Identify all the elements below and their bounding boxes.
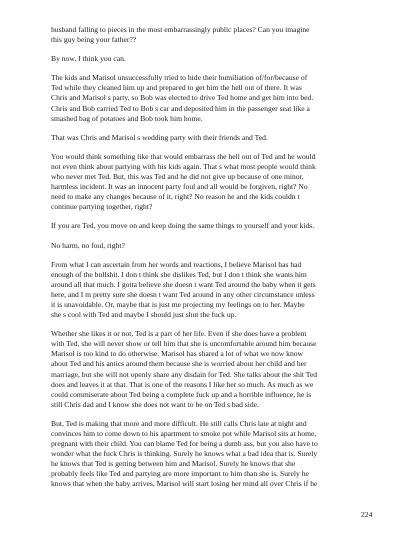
text-line: need to make any changes because of it, right? No reason he and the kids couldn t [51, 192, 300, 202]
paragraph [51, 25, 389, 45]
text-line: Chris and Marisol s party, so Bob was elected to drive Ted home and get him into bed. [51, 93, 314, 103]
document-body [51, 25, 389, 499]
text-line: But, Ted is making that more and more difficult. He still calls Chris late at night and [51, 418, 307, 428]
text-line: husband falling to pieces in the most embarrassingly public places? Can you imagine [51, 25, 310, 34]
text-line: here, and I m pretty sure she doesn t want Ted around in any other circumstance unless [51, 289, 315, 299]
text-line: Whether she likes it or not, Ted is a part of her life. Even if she does have a problem [51, 329, 307, 339]
text-line: That was Chris and Marisol s wedding party with their friends and Ted. [51, 132, 268, 142]
text-line: If you are Ted, you move on and keep doing the same things to yourself and your kids. [51, 221, 315, 231]
paragraph [51, 152, 389, 213]
text-line: he knows that Ted is getting between him and Marisol. Surely he knows that she [51, 459, 296, 469]
text-line: she s cool with Ted and maybe I should just shut the fuck up. [51, 310, 237, 320]
text-line: No harm, no foul, right? [51, 240, 125, 250]
text-line: about Ted and his antics around them because she is worried about her child and her [51, 359, 307, 369]
text-line: Chris and Bob carried Ted to Bob s car and deposited him in the passenger seat like a [51, 103, 310, 113]
text-line: Marisol is too kind to do otherwise. Marisol has shared a lot of what we now know [51, 349, 304, 359]
text-line: You would think something like that would embarrass the hell out of Ted and he would [51, 151, 316, 161]
text-line: convinces him to come down to his apartment to smoke pot while Marisol sits at home, [51, 429, 317, 438]
paragraph [51, 260, 389, 321]
paragraph [51, 73, 389, 123]
paragraph [51, 241, 389, 251]
text-line: could commiserate about Ted being a complete fuck up and a horrible influence, he is [51, 389, 312, 399]
text-line: From what I can ascertain from her words and reactions, I believe Marisol has had [51, 259, 302, 269]
text-line: this guy being your father?? [51, 35, 137, 45]
text-line: around all that much. I gotta believe she doesn t want Ted around the baby when it gets [51, 279, 316, 289]
paragraph [51, 419, 389, 490]
text-line: it is unavoidable. Or, maybe that is just me projecting my feelings on to her. Maybe [51, 299, 305, 309]
text-line: does and leaves it at that. That is one of the reasons I like her so much. As much as we [51, 379, 314, 389]
text-line: still Chris dad and I know she does not want to be on Ted s bad side. [51, 399, 259, 409]
text-line: harmless incident. It was an innocent party foul and all would be forgiven, right? No [51, 182, 308, 192]
text-line: marriage, but she will not openly share any disdain for Ted. She talks about the shit Ted [51, 369, 318, 379]
paragraph [51, 221, 389, 231]
paragraph [51, 329, 389, 410]
page-number: 224 [361, 510, 373, 519]
text-line: probably feels like Ted and partying are more important to him than she is. Surely he [51, 469, 309, 479]
text-line: wonder what the fuck Chris is thinking. Surely he knows what a bad idea that is. Surely [51, 449, 318, 459]
text-line: Ted while they cleaned him up and prepared to get him the hell out of there. It was [51, 83, 302, 93]
paragraph [51, 54, 389, 64]
text-line: knows that when the baby arrives, Marisol will start losing her mind all over Chris if he [51, 479, 318, 489]
text-line: smashed bag of potatoes and Bob took him home. [51, 113, 203, 123]
text-line: who never met Ted. But, this was Ted and he did not give up because of one minor, [51, 172, 304, 182]
text-line: The kids and Marisol unsuccessfully tried to hide their humiliation of/for/because of [51, 73, 308, 83]
text-line: with Ted, she will never show or tell him that she is uncomfortable around him because [51, 339, 317, 349]
text-line: pregnant with their child. You can blame Ted for being a dumb ass, but you also have to [51, 439, 318, 449]
paragraph [51, 133, 389, 143]
text-line: By now, I think you can. [51, 54, 126, 64]
text-line: not even think about partying with his kids again. That s what most people would think [51, 161, 316, 171]
text-line: continue partying together, right? [51, 202, 153, 212]
text-line: enough of the bullshit. I don t think she dislikes Ted, but I don t think she wants him [51, 269, 307, 279]
